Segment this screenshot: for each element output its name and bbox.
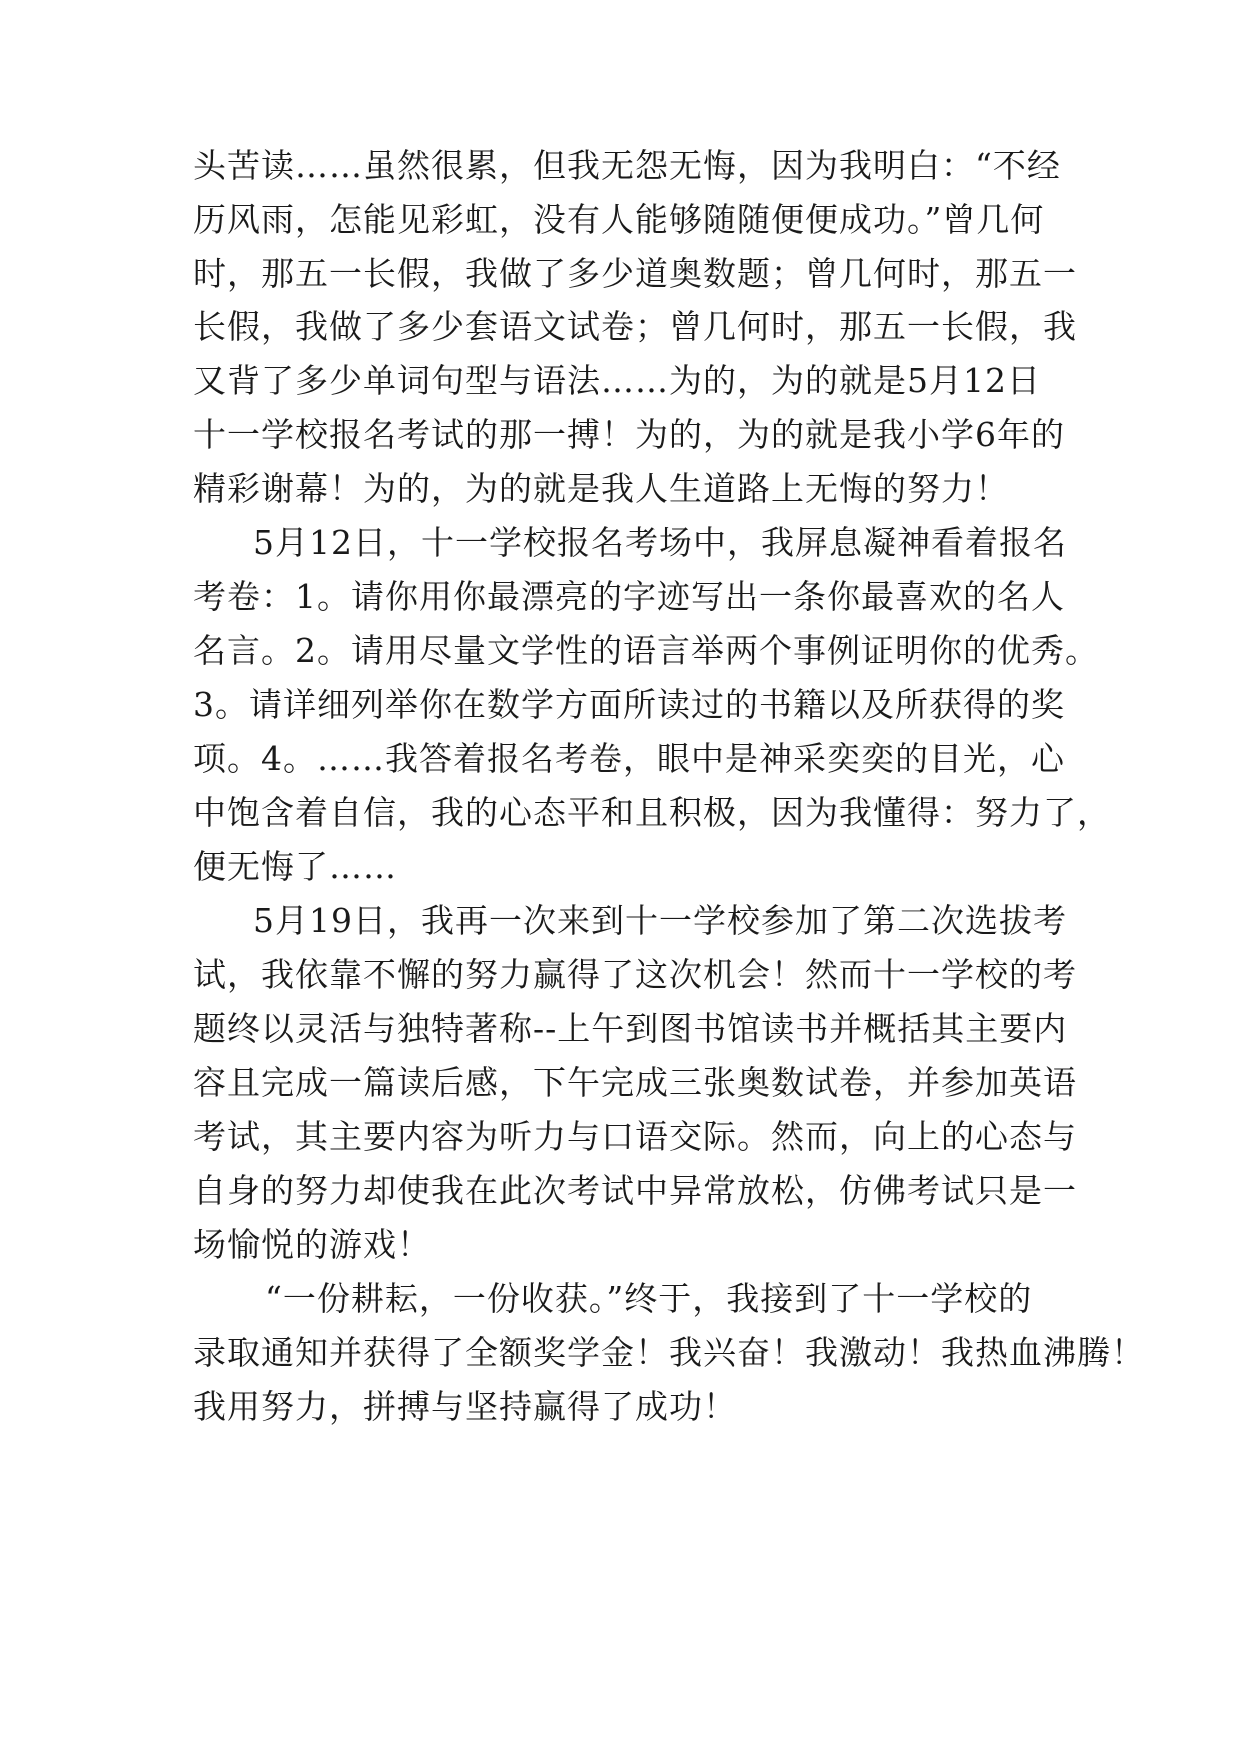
paragraph-1-line-1: 头苦读……虽然很累，但我无怨无悔，因为我明白：“不经 (193, 146, 1061, 185)
paragraph-2-line-6: 中饱含着自信，我的心态平和且积极，因为我懂得：努力了， (193, 793, 1111, 832)
paragraph-1-line-2: 历风雨，怎能见彩虹，没有人能够随随便便成功。”曾几何 (193, 200, 1045, 239)
paragraph-4-line-2: 录取通知并获得了全额奖学金！我兴奋！我激动！我热血沸腾！ (193, 1333, 1145, 1372)
paragraph-3-line-4: 容且完成一篇读后感，下午完成三张奥数试卷，并参加英语 (193, 1063, 1077, 1102)
paragraph-2-line-5: 项。4。……我答着报名考卷，眼中是神采奕奕的目光，心 (193, 739, 1065, 778)
paragraph-1-line-3: 时，那五一长假，我做了多少道奥数题；曾几何时，那五一 (193, 254, 1077, 293)
paragraph-3-line-6: 自身的努力却使我在此次考试中异常放松，仿佛考试只是一 (193, 1171, 1077, 1210)
paragraph-2-line-3: 名言。2。请用尽量文学性的语言举两个事例证明你的优秀。 (193, 631, 1099, 670)
paragraph-3-line-2: 试，我依靠不懈的努力赢得了这次机会！然而十一学校的考 (193, 955, 1077, 994)
paragraph-1-line-5: 又背了多少单词句型与语法……为的，为的就是5月12日 (193, 361, 1041, 400)
paragraph-1-line-6: 十一学校报名考试的那一搏！为的，为的就是我小学6年的 (193, 415, 1065, 454)
paragraph-3-line-7: 场愉悦的游戏！ (193, 1225, 431, 1264)
paragraph-1-line-4: 长假，我做了多少套语文试卷；曾几何时，那五一长假，我 (193, 307, 1077, 346)
paragraph-2-line-7: 便无悔了…… (193, 847, 397, 886)
paragraph-2-line-2: 考卷：1。请你用你最漂亮的字迹写出一条你最喜欢的名人 (193, 577, 1065, 616)
paragraph-4-line-1: “一份耕耘，一份收获。”终于，我接到了十一学校的 (265, 1279, 1033, 1318)
paragraph-2-line-4: 3。请详细列举你在数学方面所读过的书籍以及所获得的奖 (193, 685, 1065, 724)
paragraph-3-line-3: 题终以灵活与独特著称--上午到图书馆读书并概括其主要内 (193, 1009, 1068, 1048)
paragraph-3-line-5: 考试，其主要内容为听力与口语交际。然而，向上的心态与 (193, 1117, 1077, 1156)
paragraph-2-line-1: 5月12日，十一学校报名考场中，我屏息凝神看着报名 (253, 523, 1067, 562)
paragraph-1-line-7: 精彩谢幕！为的，为的就是我人生道路上无悔的努力！ (193, 469, 1009, 508)
paragraph-3-line-1: 5月19日，我再一次来到十一学校参加了第二次选拔考 (253, 901, 1067, 940)
paragraph-4-line-3: 我用努力，拼搏与坚持赢得了成功！ (193, 1387, 737, 1426)
